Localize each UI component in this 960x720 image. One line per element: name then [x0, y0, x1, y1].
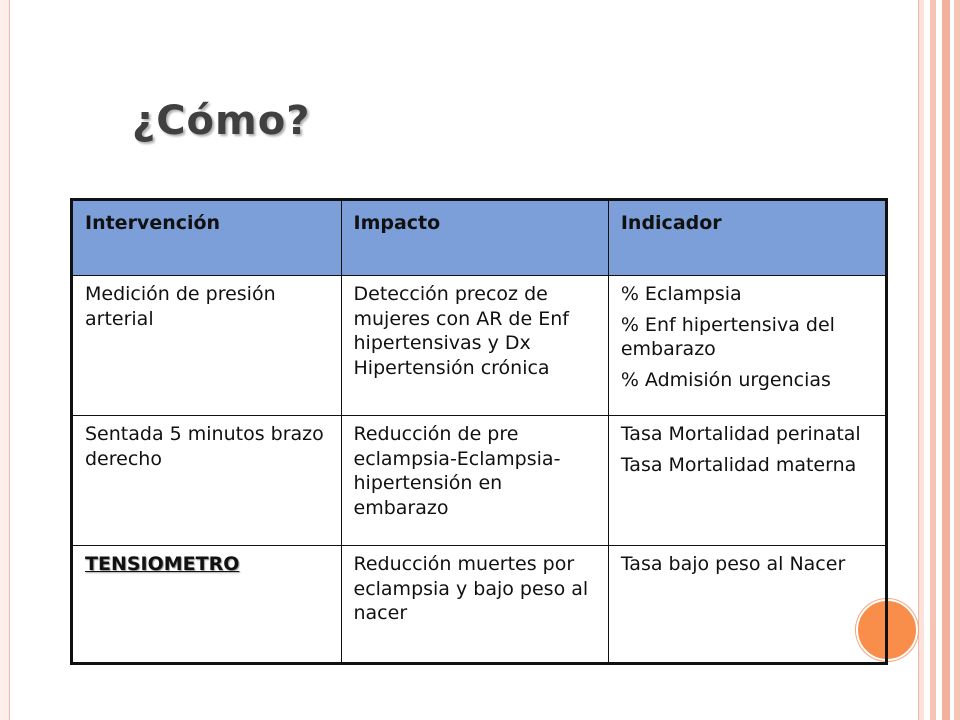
cell-impacto	[341, 276, 608, 416]
slide-frame-right	[918, 0, 960, 720]
cell-intervencion	[72, 276, 342, 416]
cell-text-emphasis: TENSIOMETRO	[85, 553, 240, 575]
cell-text: Reducción muertes por eclampsia y bajo peso al nacer	[353, 553, 589, 625]
table-row	[72, 276, 887, 416]
intervention-table	[70, 198, 888, 665]
header-intervencion: Intervención	[72, 200, 342, 276]
cell-text: Sentada 5 minutos brazo derecho	[85, 423, 324, 470]
title-text: ¿Cómo?	[132, 98, 311, 144]
cell-text: Detección precoz de mujeres con AR de Enf hipertensivas y Dx Hipertensión crónica	[353, 283, 569, 380]
cell-text: % Admisión urgencias	[620, 369, 831, 392]
slide-title	[132, 98, 310, 144]
cell-indicador	[608, 276, 886, 416]
cell-intervencion	[72, 416, 342, 546]
cell-intervencion	[72, 546, 342, 664]
cell-impacto	[341, 416, 608, 546]
cell-text: % Eclampsia	[620, 283, 742, 305]
header-indicador: Indicador	[608, 200, 886, 276]
cell-text: % Enf hipertensiva del embarazo	[620, 313, 835, 361]
cell-text: Tasa Mortalidad materna	[620, 453, 857, 476]
cell-text: Tasa Mortalidad perinatal	[620, 423, 861, 445]
cell-impacto	[341, 546, 608, 664]
cell-indicador	[608, 416, 886, 546]
cell-text: Medición de presión arterial	[85, 283, 276, 330]
cell-text: Reducción de pre eclampsia-Eclampsia-hipertensión en embarazo	[353, 423, 561, 520]
cell-text: Tasa bajo peso al Nacer	[620, 553, 846, 575]
table-header-row	[72, 200, 887, 276]
slide-frame-left	[0, 0, 10, 720]
cell-indicador	[608, 546, 886, 664]
table-row	[72, 416, 887, 546]
table-row	[72, 546, 887, 664]
header-impacto: Impacto	[341, 200, 608, 276]
